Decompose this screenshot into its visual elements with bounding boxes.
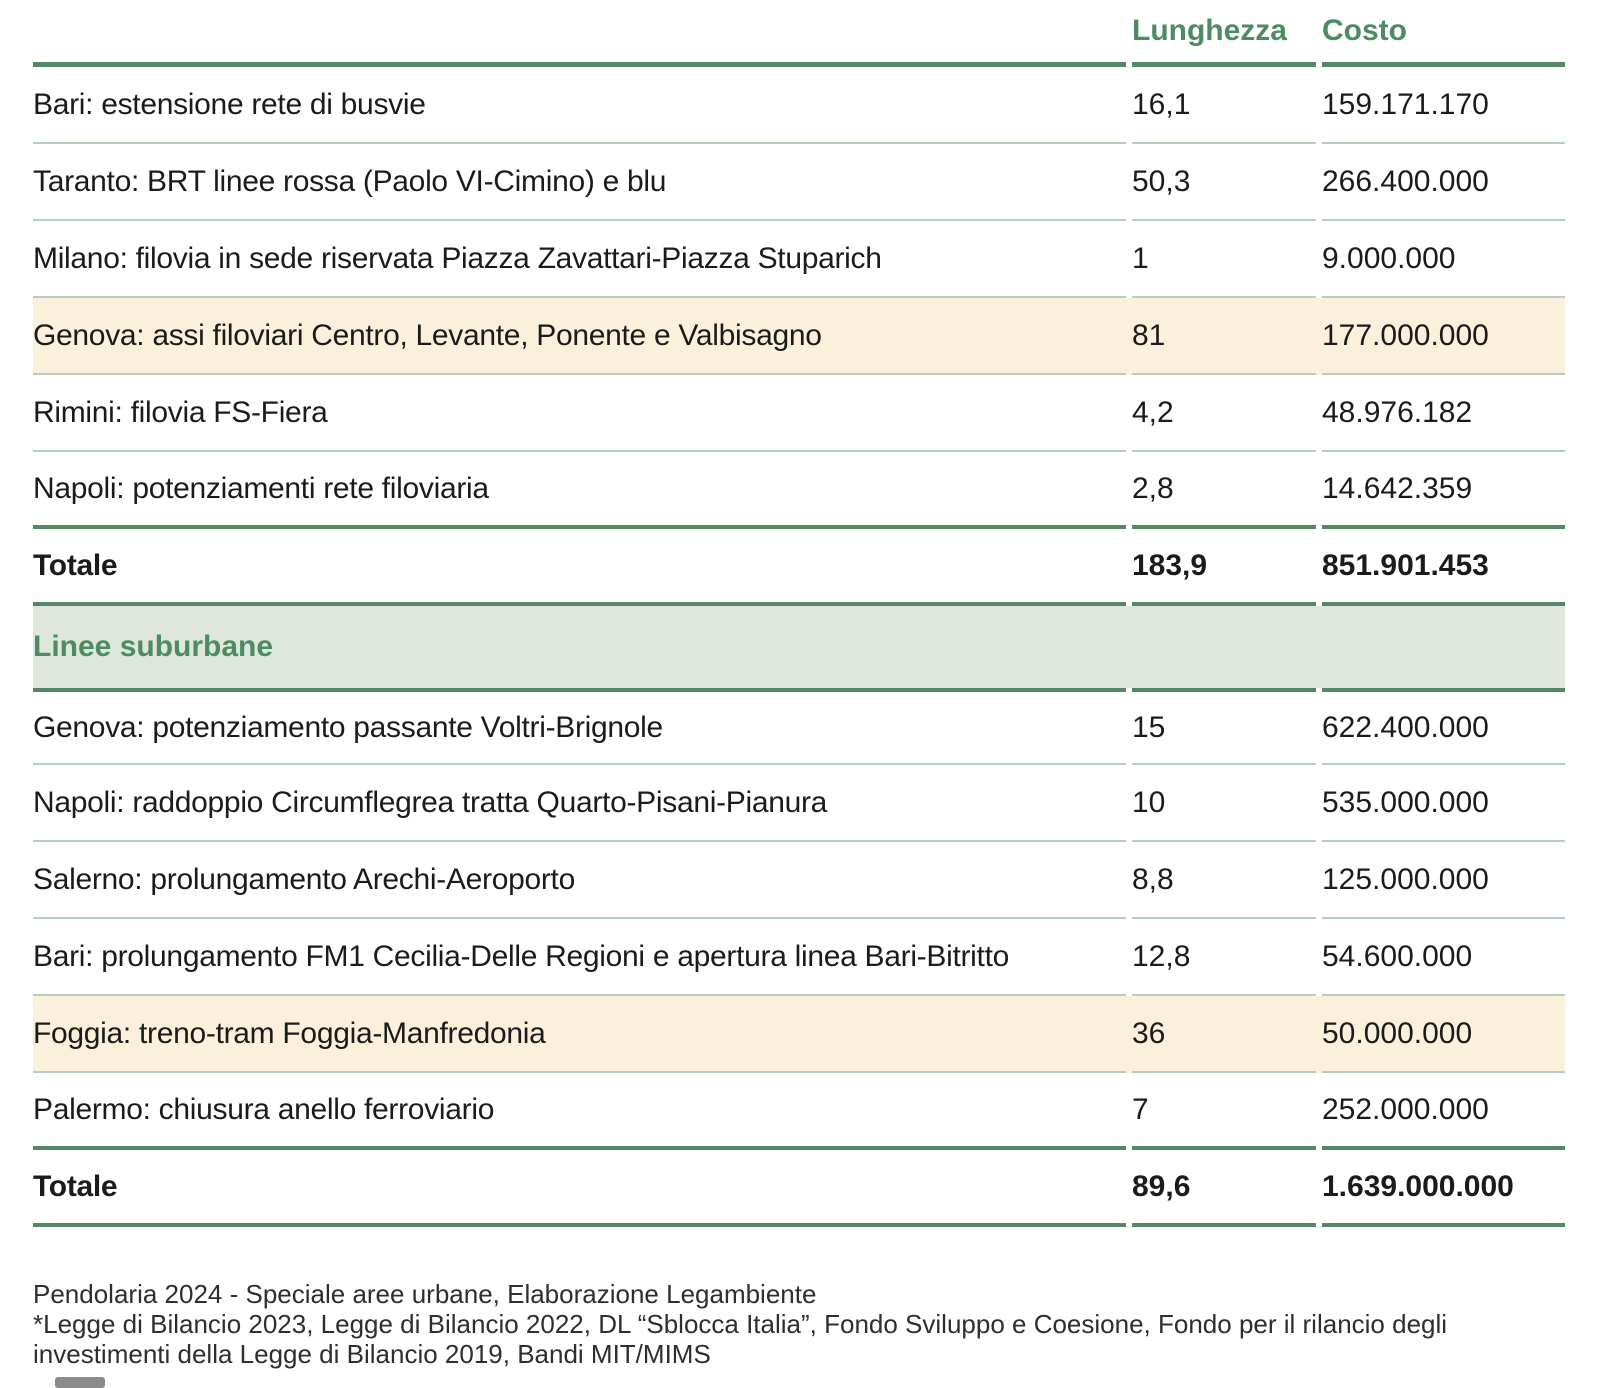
column-header-costo: Costo bbox=[1322, 0, 1565, 67]
table-row bbox=[33, 842, 1565, 919]
section-band-linee-suburbane bbox=[33, 606, 1565, 688]
cost-value: 125.000.000 bbox=[1322, 842, 1565, 919]
column-header-lunghezza: Lunghezza bbox=[1132, 0, 1316, 67]
length-value: 10 bbox=[1132, 765, 1316, 842]
length-value: 50,3 bbox=[1132, 144, 1316, 221]
project-label: Taranto: BRT linee rossa (Paolo VI-Cimino) e blu bbox=[33, 144, 1126, 221]
total-length: 183,9 bbox=[1132, 529, 1316, 606]
length-value: 4,2 bbox=[1132, 375, 1316, 452]
table-row bbox=[33, 144, 1565, 221]
length-value: 16,1 bbox=[1132, 67, 1316, 144]
table-row bbox=[33, 452, 1565, 529]
table-row bbox=[33, 919, 1565, 996]
total-label: Totale bbox=[33, 529, 1126, 606]
project-label: Napoli: potenziamenti rete filoviaria bbox=[33, 452, 1126, 529]
table-row bbox=[33, 996, 1565, 1073]
project-label: Genova: assi filoviari Centro, Levante, Ponente e Valbisagno bbox=[33, 298, 1126, 375]
cost-value: 14.642.359 bbox=[1322, 452, 1565, 529]
project-label: Salerno: prolungamento Arechi-Aeroporto bbox=[33, 842, 1126, 919]
length-value: 12,8 bbox=[1132, 919, 1316, 996]
funding-note: *Legge di Bilancio 2023, Legge di Bilancio 2022, DL “Sblocca Italia”, Fondo Sviluppo e Coesione, Fondo per il rilancio degli investimenti della Legge di Bilancio 2019, Bandi MIT/MIMS bbox=[33, 1309, 1448, 1369]
table-header-row bbox=[33, 0, 1565, 67]
table-row bbox=[33, 67, 1565, 144]
table-footnotes bbox=[33, 1279, 1565, 1369]
cost-value: 622.400.000 bbox=[1322, 688, 1565, 765]
cost-value: 266.400.000 bbox=[1322, 144, 1565, 221]
cost-value: 159.171.170 bbox=[1322, 67, 1565, 144]
project-label: Palermo: chiusura anello ferroviario bbox=[33, 1073, 1126, 1150]
urban-total-row bbox=[33, 529, 1565, 606]
length-value: 8,8 bbox=[1132, 842, 1316, 919]
suburban-rows-group bbox=[33, 688, 1565, 1150]
cost-value: 535.000.000 bbox=[1322, 765, 1565, 842]
length-value: 1 bbox=[1132, 221, 1316, 298]
table-row bbox=[33, 375, 1565, 452]
urban-rows-group bbox=[33, 67, 1565, 529]
cost-value: 48.976.182 bbox=[1322, 375, 1565, 452]
cropped-artifact bbox=[55, 1377, 105, 1388]
project-label: Foggia: treno-tram Foggia-Manfredonia bbox=[33, 996, 1126, 1073]
section-header-label: Linee suburbane bbox=[33, 630, 274, 663]
cost-value: 9.000.000 bbox=[1322, 221, 1565, 298]
header-spacer bbox=[33, 0, 1126, 67]
total-cost: 1.639.000.000 bbox=[1322, 1150, 1565, 1227]
length-value: 36 bbox=[1132, 996, 1316, 1073]
table-row bbox=[33, 298, 1565, 375]
total-label: Totale bbox=[33, 1150, 1126, 1227]
cost-value: 50.000.000 bbox=[1322, 996, 1565, 1073]
suburban-total-row bbox=[33, 1150, 1565, 1227]
source-credit: Pendolaria 2024 - Speciale aree urbane, Elaborazione Legambiente bbox=[33, 1279, 817, 1309]
project-label: Bari: estensione rete di busvie bbox=[33, 67, 1126, 144]
total-length: 89,6 bbox=[1132, 1150, 1316, 1227]
project-label: Napoli: raddoppio Circumflegrea tratta Quarto-Pisani-Pianura bbox=[33, 765, 1126, 842]
length-value: 15 bbox=[1132, 688, 1316, 765]
table-row bbox=[33, 765, 1565, 842]
table-row bbox=[33, 1073, 1565, 1150]
transport-projects-table bbox=[33, 0, 1565, 1369]
length-value: 7 bbox=[1132, 1073, 1316, 1150]
project-label: Bari: prolungamento FM1 Cecilia-Delle Regioni e apertura linea Bari-Bitritto bbox=[33, 919, 1126, 996]
table-row bbox=[33, 221, 1565, 298]
length-value: 2,8 bbox=[1132, 452, 1316, 529]
project-label: Rimini: filovia FS-Fiera bbox=[33, 375, 1126, 452]
cost-value: 177.000.000 bbox=[1322, 298, 1565, 375]
project-label: Genova: potenziamento passante Voltri-Brignole bbox=[33, 688, 1126, 765]
project-label: Milano: filovia in sede riservata Piazza Zavattari-Piazza Stuparich bbox=[33, 221, 1126, 298]
total-cost: 851.901.453 bbox=[1322, 529, 1565, 606]
cost-value: 54.600.000 bbox=[1322, 919, 1565, 996]
length-value: 81 bbox=[1132, 298, 1316, 375]
cost-value: 252.000.000 bbox=[1322, 1073, 1565, 1150]
table-row bbox=[33, 688, 1565, 765]
